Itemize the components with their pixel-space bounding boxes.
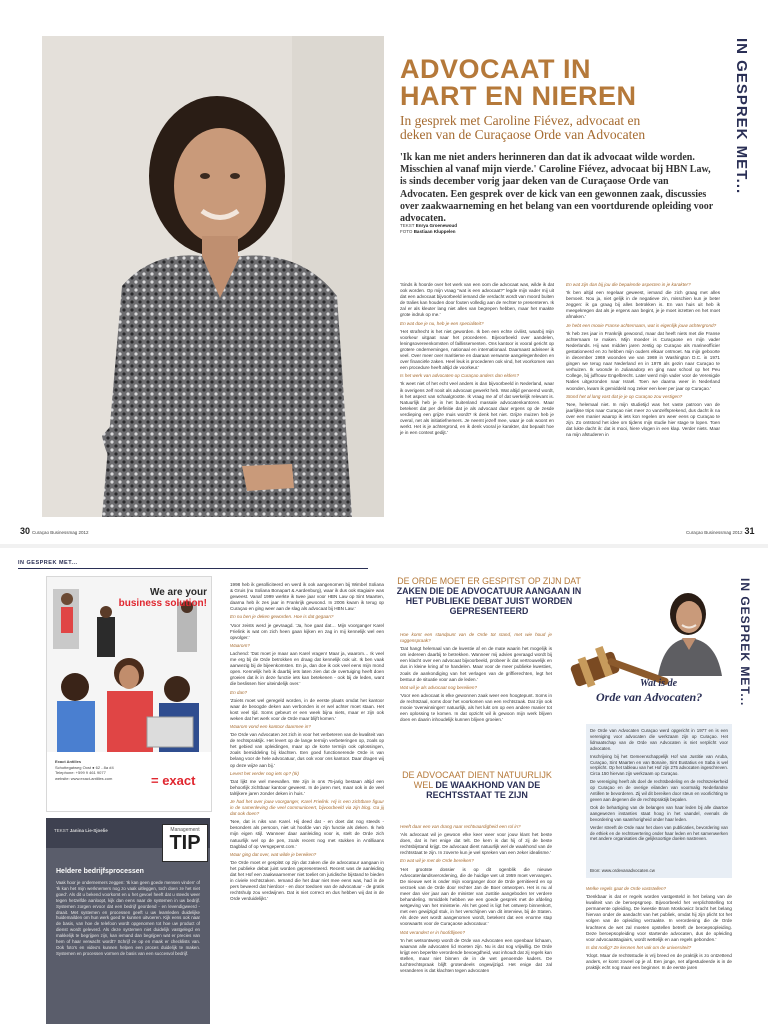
paragraph: 'Sinds ik hoorde over het werk van een oom die advocaat was, wilde ik dat ook worden. Op mijn vraag "wat is een advocaat?" legde mijn vader mij uit dat een advocaat bijvoorbeeld iemand die verdacht wordt van moord buiten de tralies kan houden door fouten volledig aan de rechter te presenteren. Ik zal er als kleuter lang niet alles van begrepen hebben, maar het maakte grote indruk op me.' (400, 282, 554, 318)
article-column-2 (566, 282, 720, 512)
interview-question: Welke regels gaat de Orde vaststellen? (586, 886, 667, 891)
folio-left-text: Curaçao Businessmag 2012 (31, 530, 89, 535)
interview-question: Wat wil je als advocaat nog bereiken? (400, 684, 478, 690)
interview-question: Hoe komt een standpunt van de Orde tot stand, met wie houd je ruggenspraak? (400, 632, 552, 644)
tip-credit-name: Janina Lie-Sjoelie (69, 828, 108, 833)
article-lead: 'Ik kan me niet anders herinneren dan dat ik advocaat wilde worden. Misschien al vanaf mijn vierde.' Caroline Fiévez, advocaat bij HBN Law, is sinds december vorig jaar deken van de Curaçaose Orde van Advocaten. Een gesprek over de kick van een gewonnen zaak, discussies over zaakwaarneming en het belang van een voortdurende opleiding voor advocaten. (400, 152, 714, 225)
article-subtitle (400, 114, 720, 142)
pull-quote-2-lead: DE ADVOCAAT DIENT NATUURLIJK WEL (402, 770, 552, 790)
paragraph: 'Het grootste dossier is op dit ogenblik die nieuwe Advocatenlandsverordening, die de huidige wet uit 1959 moet vervangen. De nieuwe wet is onder mijn voorganger door de Orde geïnitieerd en op verzoek van de Orde door rechter Jan de Boer ontworpen. Het is nu al meer dan vier jaar aan de minister van Justitie aangeboden ter verdere behandeling. Inmiddels hebben we een goede gesprek met de afdeling wetgeving van het ministerie. Als het goed is ligt het ontwerp binnenkort, met een gewijzigd stuk, in het verschijnen van dit interview, bij de Staten. Als deze wet wordt aangenomen wordt, betekent dat een enorme stap voorwaarts voor de Curaçaose advocatuur.' (400, 866, 552, 927)
paragraph: 'Dat lijkt me wel meevallen. We zijn in ons 75-jarig bestaan altijd een behoorlijk zichtbaar kantoor geweest. In de jaren met, maar ook in de veel talrijkere jaren zonder deken in huis.' (230, 778, 384, 796)
tip-heading: Heldere bedrijfsprocessen (56, 868, 144, 875)
page-number-right: 31 (744, 526, 755, 536)
tip-badge-big: TIP (169, 832, 201, 854)
running-head-rule (18, 568, 368, 569)
article-column-right-bottom (400, 824, 552, 1022)
page-number-left: 30 (20, 526, 31, 536)
spread-pages-32-33 (0, 548, 768, 1024)
credit-photo-label: FOTO (400, 229, 413, 234)
paragraph: 'Het strafrecht is het niet geworden. Ik ben een echte civilist, waarbij mijn voorkeur uitgaat naar het procederen. Bijvoorbeeld over aandelen, leningsovereenkomsten of faillissementen. Ons kantoor is vooral gericht op grotere ondernemingen, nationaal en internationaal. Daarnaast adviseer ik veel. Over meer over maritieme en daaraan verwante aangelegenheden en over financiële zaken. Heel leuk is procederen ook vind, het voorkomen van een procedure heeft altijd de voorkeur.' (400, 328, 554, 371)
interview-question: Is het werk van advocaten op Curaçao anders dan elders? (400, 373, 520, 379)
paragraph: 'Ik heb zes jaar in Frankrijk gewoond, maar dat heeft niets met die Franse achternaam te maken. Mijn moeder is Curaçaose en mijn vader Nederlands. Hij was midden jaren zestig op Curaçao als rnarineofficier gestationeerd en zo hebben mijn ouders elkaar ontmoet. Na mijn geboorte in december 1969 woonden we van 1969 in Washington D.C. in 1971 gingen we terug naar Nederland en in 1978 als gezin naar Curaçao te verhuizen. Ik woonde in Julianadorp en ging naar school op het Peu College, bij juffrouw Engelbrecht. Later werd mijn vader voor de Verenigde Naties uitgezonden naar Israël. Toen we daarna weer in Nederland woonden, kwam ik gemiddeld nog zeker een keer per jaar op Curaçao.' (566, 330, 720, 391)
paragraph: De Orde van Advocaten Curaçao werd opgericht in 1977 en is een vereniging voor advocaten die werkzaam zijn op Curaçao. Het lidmaatschap van de Orde van Advocaten is niet verplicht voor advocaten. (590, 728, 728, 751)
paragraph: 'Zoiets moet wel geregeld worden, in de eerste plaats omdat het kantoor waar de beoogde deken aan verbonden is er wel achter moet staan. Het kost veel tijd. Soms gebeurt er een week bijna niets, maar er zijn ook weken dat het werk voor de Orde maar blijft komen.' (230, 697, 384, 721)
pull-quote-1-emphasis: ZAKEN DIE DE ADVOCATUUR AANGAAN IN HET PUBLIEKE DEBAT JUIST WORDEN GEPRESENTEERD (396, 586, 582, 616)
box-title-big: Orde van Advocaten? (596, 690, 703, 704)
interview-question: Waarom vond een kantoor daarmee in? (230, 723, 311, 729)
interview-question: Is dat nodig? Ze kennen het vak om de universiteit? (586, 944, 692, 950)
paragraph: 'Ik weet niet of het echt veel anders is dan bijvoorbeeld in Nederland, waar ik overigens zelf nooit als advocaat gewerkt heb. Wat altijd genoemd wordt, is het aspect van schaalgrootte. Ik vraag me af of dat werkelijk relevant is. Natuurlijk heb je in het buitenland massale advocatenkantoren. Maar betekent dat per definitie dat je als advocaat daar ergens op de zesde verdieping een grijze muis wordt? Ik denk het niet. Grijze muizen heb je overal, net als initiatiefnemers. Je neemt jezelf mee, waar je ook woont en werkt. Het is je achtergrond, en ik denk vooral je karakter, dat bepaalt hoe je in een context gedijt.' (400, 381, 554, 436)
paragraph: 'Voor zeists werd je gevraagd. 'Ja, hoe gaat dat… Mijn voorganger Karel Frielink is wat om zich heen gaan kijken en zag in mij kennelijk wel een opvolger.' (230, 622, 384, 640)
title-line-1: ADVOCAAT IN (400, 54, 591, 84)
side-tab-label: IN GESPREK MET... (733, 38, 750, 195)
info-box-source: Bron: www.ordevanadvocaten.cw (590, 868, 655, 873)
ad-headline-line-2: business solution! (118, 598, 207, 609)
paragraph: 'Denkbaar is dat er regels worden vastgesteld in het belang van de kwaliteit van de beroepsgroep. Bijvoorbeeld het verplichtstelling tot permanente opleiding. De kwestie Bram Moskowicz bracht het belang hiervan onder de aandacht van het publiek, omdat hij zijn plicht tot het volgen van de opleiding verzaakte. In verordening die de Orde krachtens de wet zal moeten opstellen betreft de beroepsopleiding. Deze beroepsopleiding voor startende advocaten, dus de opleiding voor advocaatstagiairs, wordt wettelijk en aan regels gebonden.' (586, 894, 732, 942)
paragraph: 'Nee, dat is niks van Karel. Hij deed dat - en doet dat nog steeds - besonders als persoon, niet uit hoofde van zijn functie als deken. Ik heb mijn eigen stijl. Wanneer daar aanleiding voor is, stelt de Orde zich natuurlijk wel op de pen, zoals recent nog met stukken in Antilliaans Dagblad of op Versgeperst.com.' (230, 819, 384, 849)
management-tip-box (46, 818, 210, 1024)
paragraph: 'Ik ben altijd een regelaar geweest, iemand die zich graag met alles bemoeit. Nou ja, niet gelijk in de negatieve zin, misschien kun je beter zeggen: ik ga graag bij alles betrokken is. En van huis uit heb ik meegekregen dat als je ergens aan begint, je je moet inzetten en het moet afmaken.' (566, 290, 720, 320)
tip-credit-label: TEKST (54, 828, 69, 833)
tip-credit (54, 828, 108, 833)
article-column-1 (400, 282, 554, 512)
side-tab-label-2: IN GESPREK MET... (738, 578, 752, 707)
running-head: IN GESPREK MET... (18, 560, 78, 566)
credit-text-label: TEKST (400, 223, 415, 228)
subtitle-line-1: In gesprek met Caroline Fiévez, advocaat en (400, 113, 641, 128)
pull-quote-1 (396, 576, 582, 616)
ad-contact-address: Schottegatweg Oost ● 62 - 8a #4 (55, 764, 114, 770)
credit-text-name: Enrya Groenewoud (415, 223, 457, 228)
interview-question: Wat verandert er in hoofdlijnen? (400, 929, 466, 935)
exact-logo: = exact (151, 773, 196, 788)
tip-badge-small: Management (170, 827, 200, 833)
paragraph: 'De Orde moet er gespitst op zijn dat zaken die de advocatuur aangaan in het publieke debat juist worden gepresenteerd. Recent was de aanleiding dat het Hof een zaakwaarnemer niet toeliet om juridische bijstand te bieden in civiele rechtszaken. Iemand die het daar niet mee eens was, had in de pers beweerd dat hierdoor - en door toedoen van de advocatuur - de gratis rechtshulp zou verdwijnen. Dat is niet correct en dus hebben wij dat in de Orde verduidelijkt.' (230, 859, 384, 902)
article-column-far-right (586, 886, 732, 1022)
ad-contact-website: website: www.exact-antilles.com (55, 775, 113, 781)
paragraph: Ook de behartiging van de belangen van haar leden bij alle daartoe aangewezen instanties staat hoog in het vaandel, evenals de bevordering van saamhorigheid onder haar leden. (590, 804, 728, 822)
ad-headline (113, 587, 207, 609)
paragraph: 'Nee, helemaal niet. In mijn studietijd was het vaste patroon van de jaarlijkse trips naar Curaçao niet meer zo vanzelfsprekend, dus dacht ik na over een manier waarop ik iets kon regelen om weer eens op Curaçao te zijn. Zo ontstond het idee om tijdens mijn studie hier stage te lopen. Toen dat lukte dacht ik: dat is mooi, hiere vlogen in een klap. Verder niets. Maar na mijn afstuderen in (566, 401, 720, 438)
article-title (400, 56, 720, 110)
ad-headline-line-1: We are your (149, 587, 207, 598)
paragraph: 'In het wetsontwerp wordt de Orde van Advocaten een openbaar lichaam, waarvan alle advocaten lid moeten zijn. Nu is dat nog vrijwillig. De Orde krijgt een beperkte verordende bevoegdheid, wat inhoudt dat zij regels kan stellen, maar niet binnen de in de wet genoemde kaders. De tuchtrechtspraak blijft grotendeels ongewijzigd. Het enige dat zal veranderen is dat klachten tegen advocaten (400, 937, 552, 974)
tip-body: Vaak hoor je ondernemers zeggen: 'Ik kan geen goede mensen vinden' of 'Ik kan het mijn werknemers nog zo vaak uitleggen, toch doen ze het niet goed'. Als dit u bekend voorkomt en u het gevoel heeft dat u steeds weer tegen hetzelfde aanloopt, kijk dan eens naar de systemen in uw bedrijf. Systemen zorgen ervoor dat een bedrijf geordend - en levendigweerd - draait. Met systemen en processen geeft u uw leamleden duidelijke huidemailden om hun werk goed te kunnen uitvoeren. Kijk eens ook naar de basis, van hoe de telefoon wordt opgenomen tot hoe uw product of dienst wordt geleverd. Als deze systemen niet duidelijk vastgelegd en makkelijk te begrijpen zijn, kan iemand dan begrijpen wat er precies van hem of haar verwacht wordt? Schrijf ze op en maak er checklists van. Ook foto's en video's kunnen helpen een proces duidelijk te maken. Systemen en processen vormen de basis van een succesvol bedrijf. (56, 880, 200, 956)
folio-right-text: Curaçao Businessmag 2012 (686, 530, 743, 535)
interview-question: Je had het over jouw voorganger, Karel Frielink. Hij is een zichtbare figuur in de samenleving die veel communiceert, bijvoorbeeld via zijn blog. Ga jij dat ook doen? (230, 799, 384, 817)
ad-contact (55, 759, 151, 781)
paragraph: 'Als advocaat wil je gewoon elke keer weer voor jouw klant het beste doen, dat is het enige dat telt. De kern is dat hij of zij de beste rechtsbijstand krijgt. De advocaat dient natuurlijk wel de waakhond van de rechtsstaat te zijn. In zoverre kun je wel spreken van een zeker idealisme.' (400, 832, 552, 856)
interview-question: En dan? (230, 689, 248, 695)
paragraph: Inschrijving bij het Gemeenschappelijk Hof van Justitie van Aruba, Curaçao, Sint Maarten en van Bonaire, Sint Eustatius en Saba is wel verplicht. Op het tableau van het Hof zijn 275 advocaten ingeschreven. Circa 150 hiervan zijn werkzaam op Curaçao. (590, 753, 728, 777)
interview-question: Levert het verder nog iets op? (Ik) (230, 770, 299, 776)
ad-contact-phone: Telephone: +599 9 461 9077 (55, 770, 106, 775)
paragraph: 1998 heb ik gesolliciteerd en werd ik ook aangenomen bij Wimbel Soliana & Gruis (nu Soliana Bonapart & Aardenburg), waar ik dus ook stagiaire was geweest. Vanaf 1999 werkte ik twee jaar voor HBN Law op Sint Maarten, daarna heb ik zes jaar in Frankrijk gewoond. In 2006 kwam ik terug op Curaçao en ging weer aan de slag als advocaat bij HBN Law.' (230, 582, 384, 612)
interview-question: En wat wil je met de Orde bereiken? (400, 858, 474, 864)
article-column-mid (230, 582, 384, 1022)
portrait-illustration (42, 36, 384, 517)
info-box-text (590, 728, 728, 866)
interview-question: En wat doe je nu, heb je een specialiteit? (400, 320, 484, 326)
ad-contact-name: Exact Antilles (55, 759, 82, 764)
info-box (586, 724, 732, 878)
paragraph: De vereniging heeft als doel de rechtsbedeling en de rechtszekerheid op Curaçao en de overige eilanden van voormalig Nederlandse Antillen te bevorderen. Zij wil dit bereiken door steun en voorlichting te geven aan degenen die de rechtspraktijk bepalen. (590, 779, 728, 802)
folio-left (20, 526, 89, 536)
portrait-photo (42, 36, 384, 517)
interview-question: Heeft daar een van drang naar rechtvaardigheid een rol in? (400, 824, 521, 829)
title-line-2: HART EN NIEREN (400, 81, 637, 111)
interview-question: En nu ben je deken geworden. Hoe is dat gegaan? (230, 614, 334, 620)
interview-question: Waarom? (230, 642, 250, 648)
paragraph: 'Dat hangt helemaal van de kwestie af en de mate waarin het mogelijk is om iedereen daarbij te betrekken. Wanneer mij advies gevraagd wordt bij een klacht over een advocaat bijvoorbeeld, probeer ik dat vertrouwelijk en dus in kleine kring af te handelen. Maar voor de meer publieke kwesties, zoals de aankondiging van het verlagen van de griffierechten, legt het bestuur de situatie voor aan de leden.' (400, 646, 552, 682)
folio-right (686, 526, 755, 536)
credits (400, 223, 600, 235)
pull-quote-2 (396, 770, 558, 800)
paragraph: Lachend: 'Dat moet je maar aan Karel vragen! Maar ja, waarom… Ik veel me erg bij de Orde betrokken en draag dat kennelijk ook uit. Ik ben vaak aanwezig bij de bijeenkomsten. En ja, dan doe ik ook veel eens mijn mond open. Kennelijk heb ik daarbij iets laten zien dat de overtuiging heeft doen groeien dat ik in deze functie iets kan betekenen - ook bij de leden, want die beslissen hier uiteindelijk over.' (230, 650, 384, 687)
subtitle-line-2: deken van de Curaçaose Orde van Advocaten (400, 127, 646, 142)
credit-photo-name: Bastiaan Kluppelen (413, 229, 456, 234)
interview-question: Je hebt een mooie Franse achternaam, wat is eigenlijk jouw achtergrond? (566, 322, 717, 328)
paragraph: 'Voor een advocaat is elke gewonnen zaak weer een hoogtepunt. Soms in de rechtszaal, soms door het voorkomen van een rechtszaak. Dat zijn ook mooie 'overwinningen' natuurlijk, als het lukt om op een andere manier tot een oplossing te komen. In dat opzicht wil ik gewoon mijn werk blijven doen en daarin inhoudelijk kunnen blijven groeien.' (400, 692, 552, 723)
article-column-right-top (400, 632, 552, 770)
paragraph: 'Klopt. Maar de rechtsstudie is vrij breed en de praktijk is zo ontzettend anders, er komt zoveel op je af. Een jonge, net afgestudeerde is in de praktijk echt nog maar een beginner. In de eerste jaren (586, 952, 732, 971)
tip-badge (162, 824, 208, 862)
interview-question: Waar ging dat over, wat wilde je bereiken? (230, 851, 317, 857)
exact-advertisement (46, 576, 212, 812)
paragraph: 'De Orde van Advocaten zet zich in voor het verbeteren van de kwaliteit van de rechtspraktijk. Het levert op de lange termijn verbeteringen op, zoals op het gebied van opleidingen, maar op de korte termijn ook oplossingen, zoals bemiddeling bij klachten. Een goed functionerende Orde is van belang voor de hele advocatuur, dus ook voor ons kantoor. Daar dragen wij op deze wijze aan bij.' (230, 732, 384, 768)
interview-question: Stond het al lang vast dat je je op Curaçao zou vestigen? (566, 393, 683, 399)
paragraph: Verder streeft de Orde naar het doen van publicaties, bevordering van de ethiek en de rechtsvertering onder haar leden en het samenwerken met andere organisaties die gelijksoortige doelen nastreven. (590, 824, 728, 842)
box-title-small: Wat is de (640, 678, 678, 689)
interview-question: En wat zijn dan bij jou die bepalende aspecten in je karakter? (566, 282, 691, 287)
pull-quote-1-lead: DE ORDE MOET ER GESPITST OP ZIJN DAT (397, 576, 581, 586)
pull-quote-2-emphasis: DE WAAKHOND VAN DE RECHTSSTAAT TE ZIJN (426, 780, 541, 800)
